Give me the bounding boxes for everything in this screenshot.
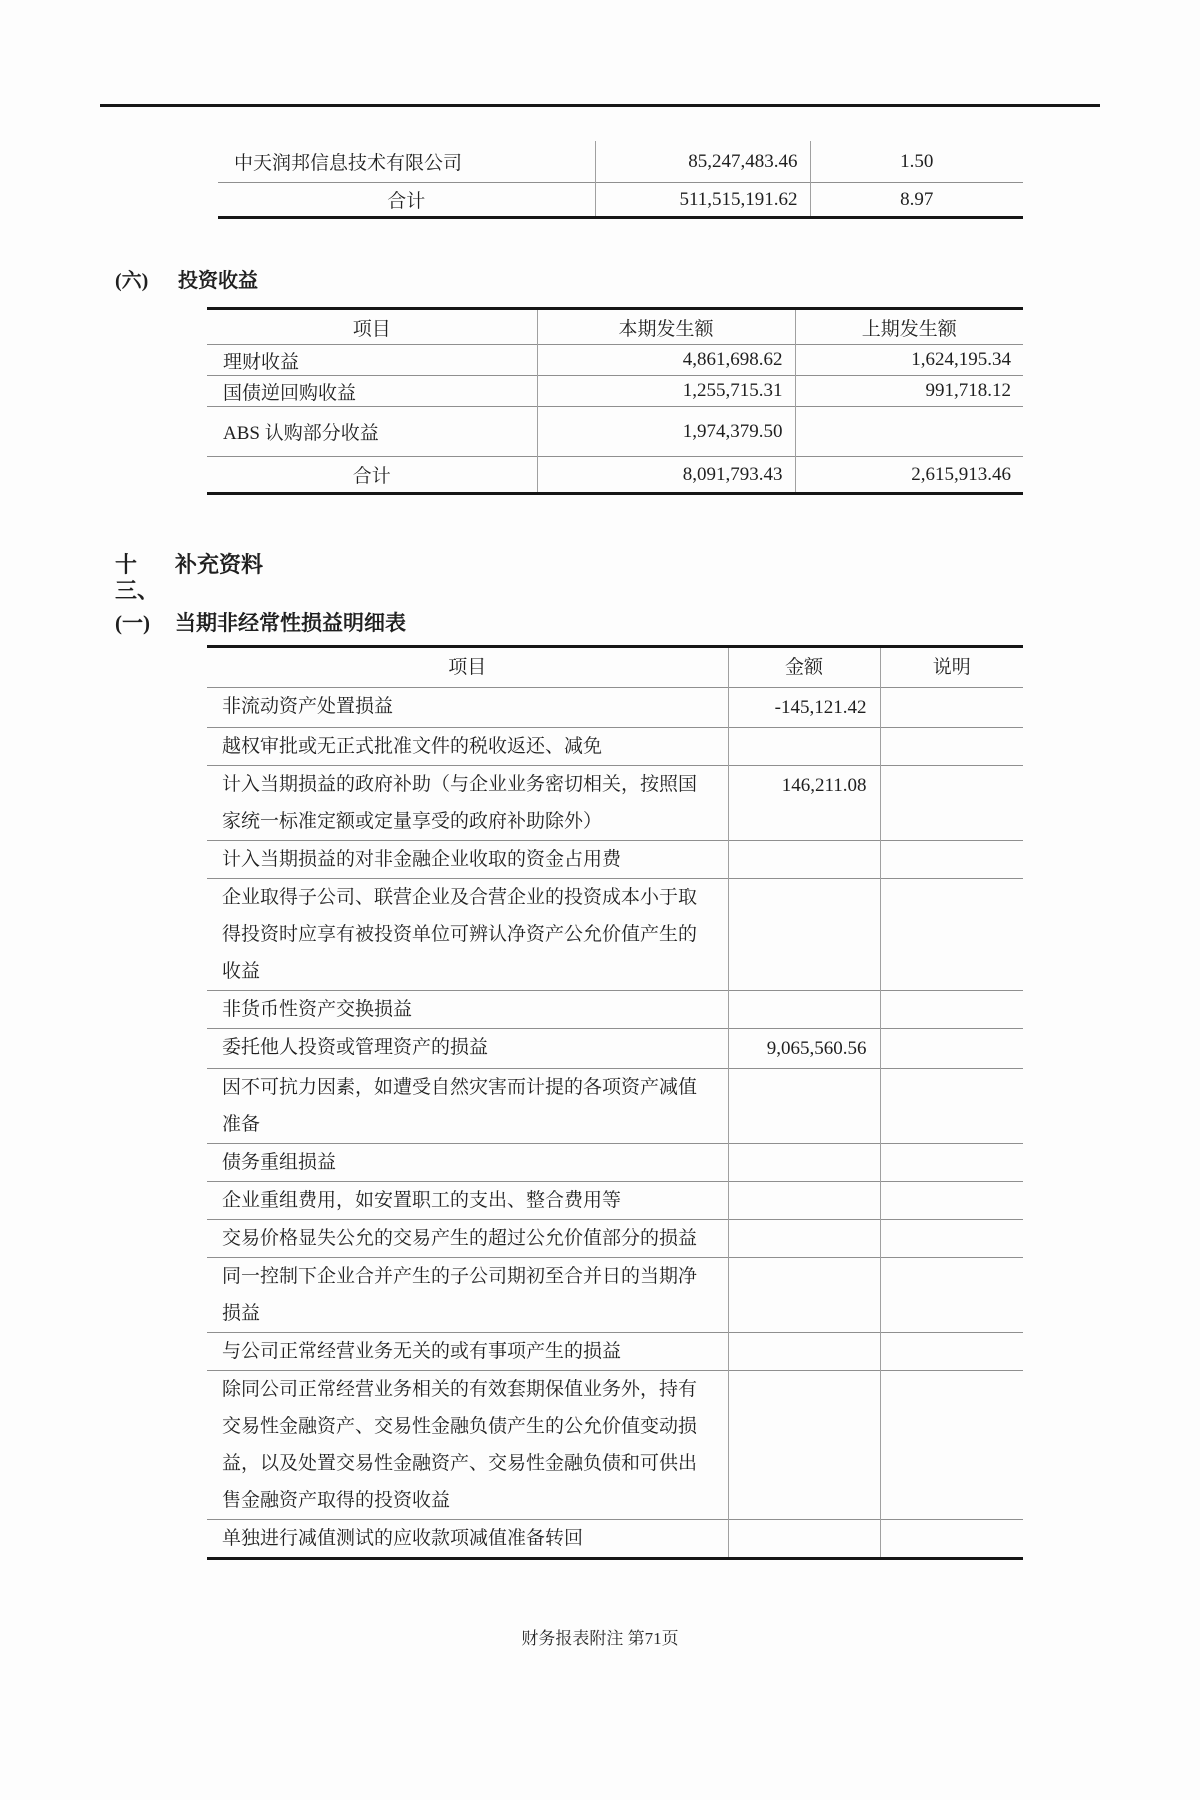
non-recurring-items-table <box>207 645 1023 1560</box>
table-row <box>207 1371 1023 1520</box>
amount-cell <box>728 1144 880 1182</box>
subsection-one-title: 当期非经常性损益明细表 <box>175 611 406 635</box>
total-label-cell: 合计 <box>387 191 426 212</box>
header-row <box>207 309 1023 345</box>
current-amount-cell: 1,255,715.31 <box>537 376 795 407</box>
table-row <box>207 1144 1023 1182</box>
prior-amount-cell: 2,615,913.46 <box>795 457 1023 494</box>
item-cell: 除同公司正常经营业务相关的有效套期保值业务外，持有交易性金融资产、交易性金融负债产生的公允价值变动损益，以及处置交易性金融资产、交易性金融负债和可供出售金融资产取得的投资收益 <box>222 1379 698 1511</box>
table-row <box>207 1220 1023 1258</box>
item-cell: 计入当期损益的对非金融企业收取的资金占用费 <box>222 849 622 870</box>
section-thirteen-number: 十三、 <box>115 552 160 603</box>
table-row <box>207 766 1023 841</box>
amount-cell: 146,211.08 <box>728 766 880 841</box>
table-row <box>207 407 1023 457</box>
section-six-title: 投资收益 <box>178 270 258 292</box>
column-header-item: 项目 <box>448 657 487 678</box>
note-cell <box>880 991 1023 1029</box>
table-row <box>207 1333 1023 1371</box>
note-cell <box>880 1371 1023 1520</box>
note-cell <box>880 1520 1023 1559</box>
table-row <box>207 841 1023 879</box>
ratio-cell: 8.97 <box>810 183 1023 218</box>
total-row <box>218 183 1023 218</box>
amount-cell <box>728 841 880 879</box>
total-label-cell: 合计 <box>352 466 391 487</box>
amount-cell <box>728 728 880 766</box>
column-header-item: 项目 <box>352 318 391 340</box>
table-row <box>207 376 1023 407</box>
header-row <box>207 647 1023 688</box>
table-row <box>218 141 1023 183</box>
table-row <box>207 879 1023 991</box>
note-cell <box>880 879 1023 991</box>
item-cell: 理财收益 <box>223 351 300 373</box>
total-row <box>207 457 1023 494</box>
investment-income-table <box>207 307 1023 495</box>
item-cell: 同一控制下企业合并产生的子公司期初至合并日的当期净损益 <box>222 1266 698 1324</box>
item-cell: 与公司正常经营业务无关的或有事项产生的损益 <box>222 1341 622 1362</box>
table-row <box>207 688 1023 728</box>
note-cell <box>880 1333 1023 1371</box>
note-cell <box>880 841 1023 879</box>
table-row <box>207 345 1023 376</box>
column-header-amount: 金额 <box>728 647 880 688</box>
prior-amount-cell: 991,718.12 <box>795 376 1023 407</box>
amount-cell: 511,515,191.62 <box>595 183 810 218</box>
amount-cell <box>728 879 880 991</box>
item-cell: 非货币性资产交换损益 <box>222 999 413 1020</box>
amount-cell: 85,247,483.46 <box>595 141 810 183</box>
amount-cell <box>728 991 880 1029</box>
table-row <box>207 1029 1023 1069</box>
note-cell <box>880 1220 1023 1258</box>
item-cell: 越权审批或无正式批准文件的税收返还、减免 <box>222 736 603 757</box>
note-cell <box>880 728 1023 766</box>
table-row <box>207 728 1023 766</box>
section-six-number: (六) <box>115 270 149 292</box>
note-cell <box>880 1182 1023 1220</box>
note-cell <box>880 1069 1023 1144</box>
column-header-current-period: 本期发生额 <box>537 309 795 345</box>
table-row <box>207 1520 1023 1559</box>
amount-cell <box>728 1333 880 1371</box>
table-row <box>207 1069 1023 1144</box>
table-row <box>207 1182 1023 1220</box>
prior-amount-cell: 1,624,195.34 <box>795 345 1023 376</box>
item-cell: 债务重组损益 <box>222 1152 337 1173</box>
page-footer: 财务报表附注 第71页 <box>521 1629 679 1648</box>
note-cell <box>880 766 1023 841</box>
column-header-note: 说明 <box>880 647 1023 688</box>
section-six-heading <box>115 269 1200 293</box>
item-cell: 企业重组费用，如安置职工的支出、整合费用等 <box>222 1190 622 1211</box>
note-cell <box>880 1029 1023 1069</box>
current-amount-cell: 1,974,379.50 <box>537 407 795 457</box>
item-cell: 交易价格显失公允的交易产生的超过公允价值部分的损益 <box>222 1228 698 1249</box>
item-cell: 单独进行减值测试的应收款项减值准备转回 <box>222 1528 584 1549</box>
table-row <box>207 991 1023 1029</box>
section-thirteen-heading <box>115 552 1200 604</box>
amount-cell <box>728 1069 880 1144</box>
company-name-cell: 中天润邦信息技术有限公司 <box>234 153 463 174</box>
note-cell <box>880 1258 1023 1333</box>
page-header-rule <box>100 104 1100 107</box>
amount-cell <box>728 1182 880 1220</box>
amount-cell <box>728 1520 880 1559</box>
subsection-one-number: (一) <box>115 611 150 635</box>
item-cell: ABS 认购部分收益 <box>223 423 379 444</box>
note-cell <box>880 1144 1023 1182</box>
item-cell: 国债逆回购收益 <box>223 382 357 404</box>
current-amount-cell: 4,861,698.62 <box>537 345 795 376</box>
item-cell: 因不可抗力因素，如遭受自然灾害而计提的各项资产减值准备 <box>222 1077 698 1135</box>
amount-cell <box>728 1258 880 1333</box>
item-cell: 委托他人投资或管理资产的损益 <box>222 1037 489 1058</box>
subsection-one-heading <box>115 611 1200 636</box>
current-amount-cell: 8,091,793.43 <box>537 457 795 494</box>
prior-amount-cell <box>795 407 1023 457</box>
amount-cell: 9,065,560.56 <box>728 1029 880 1069</box>
item-cell: 非流动资产处置损益 <box>222 696 394 717</box>
carryover-table <box>218 141 1023 219</box>
amount-cell <box>728 1371 880 1520</box>
amount-cell: -145,121.42 <box>728 688 880 728</box>
item-cell: 企业取得子公司、联营企业及合营企业的投资成本小于取得投资时应享有被投资单位可辨认净资产公允价值产生的收益 <box>222 887 698 982</box>
item-cell: 计入当期损益的政府补助（与企业业务密切相关，按照国家统一标准定额或定量享受的政府补助除外） <box>222 774 698 832</box>
table-row <box>207 1258 1023 1333</box>
amount-cell <box>728 1220 880 1258</box>
ratio-cell: 1.50 <box>810 141 1023 183</box>
note-cell <box>880 688 1023 728</box>
section-thirteen-title: 补充资料 <box>175 552 264 577</box>
column-header-prior-period: 上期发生额 <box>795 309 1023 345</box>
